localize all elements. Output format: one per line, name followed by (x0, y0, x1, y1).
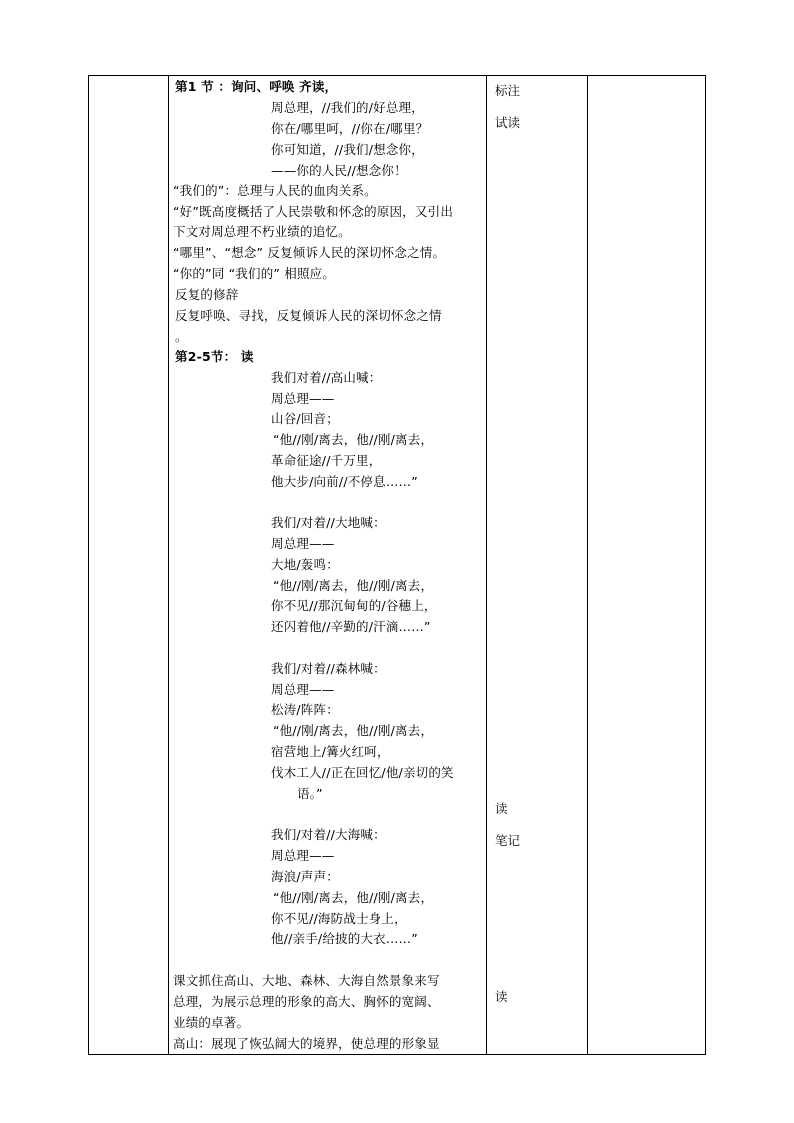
poem-line: 他//亲手/给披的大衣……” (271, 931, 418, 946)
poem-line: 你不见//海防战士身上， (271, 911, 407, 926)
poem-line: “他//刚/离去，他//刚/离去， (273, 432, 434, 447)
poem-line: 周总理—— (271, 682, 335, 697)
poem-line: 大地/轰鸣： (271, 557, 339, 572)
annotation-line: “好”既高度概括了人民崇敬和怀念的原因，又引出 (173, 204, 454, 219)
section-1-heading: 第1 节 ：询问、呼唤 齐读， (175, 79, 338, 94)
poem-line: 伐木工人//正在回忆/他/亲切的笑 (271, 765, 454, 780)
method-note: 读 (495, 801, 508, 816)
poem-line: 我们/对着//森林喊： (271, 661, 386, 676)
poem-line: “他//刚/离去，他//刚/离去， (273, 578, 434, 593)
poem-line: ——你的人民//想念你！ (271, 163, 407, 178)
poem-line: 你在/哪里呵，//你在/哪里？ (271, 121, 429, 136)
poem-line: 山谷/回音； (271, 411, 339, 426)
poem-line: 周总理—— (271, 848, 335, 863)
method-note: 试读 (495, 115, 521, 130)
poem-line: 松涛/阵阵： (271, 702, 339, 717)
poem-line: 周总理—— (271, 536, 335, 551)
analysis-line: 课文抓住高山、大地、森林、大海自然景象来写 (173, 973, 440, 988)
poem-line: “他//刚/离去，他//刚/离去， (273, 890, 434, 905)
poem-line: 周总理，//我们的/好总理， (271, 100, 424, 115)
annotation-line: 反复的修辞 (175, 287, 239, 302)
section-2-5-heading: 第2-5节： 读 (175, 349, 254, 364)
poem-line: 宿营地上/篝火红呵， (271, 744, 390, 759)
analysis-line: 业绩的卓著。 (173, 1015, 250, 1030)
annotation-line: 。 (175, 329, 188, 344)
method-note: 标注 (495, 83, 521, 98)
poem-line: 革命征途//千万里， (271, 453, 382, 468)
teaching-content-column (169, 76, 487, 1054)
annotation-line: “你的”同 “我们的” 相照应。 (173, 266, 336, 281)
poem-line: 我们/对着//大海喊： (271, 827, 386, 842)
poem-line: 我们/对着//大地喊： (271, 515, 386, 530)
poem-line: “他//刚/离去，他//刚/离去， (273, 723, 434, 738)
column-divider (587, 76, 588, 1054)
annotation-line: 反复呼唤、寻找，反复倾诉人民的深切怀念之情 (175, 308, 442, 323)
method-note: 读 (495, 989, 508, 1004)
poem-line: 还闪着他//辛勤的/汗滴……” (271, 619, 431, 634)
poem-line: 我们对着//高山喊： (271, 370, 382, 385)
annotation-line: 下文对周总理不朽业绩的追忆。 (173, 224, 351, 239)
annotation-line: “我们的”：总理与人民的血肉关系。 (173, 183, 377, 198)
teaching-method-column (487, 76, 587, 1054)
poem-line: 他大步/向前//不停息……” (271, 474, 418, 489)
analysis-line: 高山：展现了恢弘阔大的境界，使总理的形象显 (173, 1036, 440, 1051)
annotation-line: “哪里”、“想念” 反复倾诉人民的深切怀念之情。 (173, 245, 446, 260)
lesson-table (88, 75, 706, 1055)
method-note: 笔记 (495, 833, 521, 848)
poem-line: 海浪/声声： (271, 869, 339, 884)
poem-line: 周总理—— (271, 391, 335, 406)
analysis-line: 总理，为展示总理的形象的高大、胸怀的宽阔、 (173, 994, 440, 1009)
poem-line: 你不见//那沉甸甸的/谷穗上， (271, 598, 437, 613)
poem-line: 语。” (297, 786, 323, 801)
poem-line: 你可知道，//我们/想念你， (271, 142, 424, 157)
